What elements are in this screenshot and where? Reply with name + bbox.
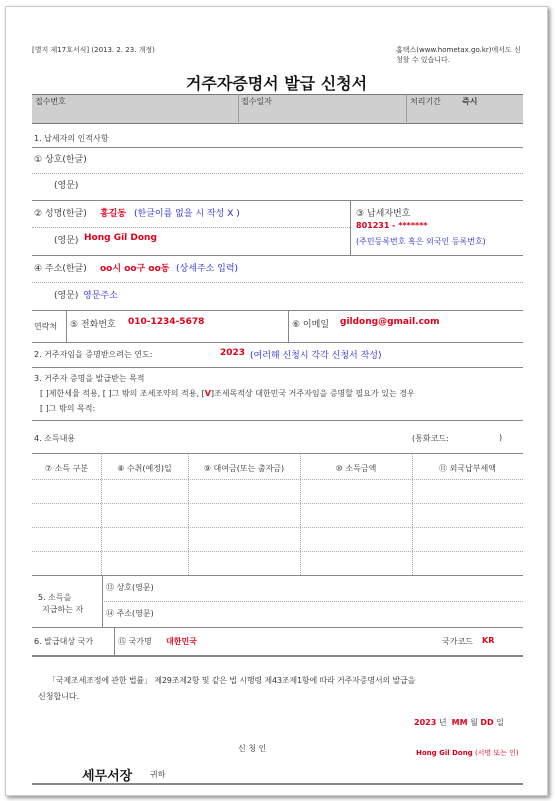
section3-heading: 3. 거주자 증명을 발급받는 목적 [34, 374, 145, 383]
receipt-bar [32, 94, 523, 124]
purpose-line-1[interactable] [40, 388, 415, 399]
currency-code-label: (통화코드: [412, 434, 449, 443]
statement-line-1: 「국제조세조정에 관한 법률」 제29조제2항 및 같은 법 시행령 제43조제1항에 따라 거주자증명서의 발급을 [48, 676, 416, 685]
hometax-note-2: 청할 수 있습니다. [396, 56, 451, 64]
payer-address-label: ⑭ 주소(영문) [106, 609, 154, 618]
name-kr-label: ② 성명(한글) [34, 209, 87, 219]
date-year-unit: 년 [438, 718, 447, 727]
application-date[interactable] [414, 717, 504, 728]
name-kr-value[interactable]: 홍길동 [100, 209, 127, 219]
purpose-line-1a: [ ]제한세율 적용, [ ]그 밖의 조세조약의 적용, [ [40, 389, 205, 398]
trade-name-en-label: (영문) [54, 181, 79, 191]
date-month: MM [451, 718, 468, 727]
country-name-label: ⑮ 국가명 [118, 637, 152, 646]
country-name-value[interactable]: 대한민국 [166, 637, 197, 646]
email-value[interactable]: gildong@gmail.com [340, 317, 440, 327]
form-page [5, 6, 548, 796]
section5-heading-1: 5. 소득을 [38, 593, 72, 602]
tin-label: ③ 납세자번호 [356, 209, 411, 219]
email-label: ⑥ 이메일 [292, 320, 330, 330]
receipt-number-label: 접수번호 [35, 97, 66, 106]
col-loan-amount: ⑨ 대여금(또는 출자금) [203, 464, 285, 473]
currency-code-close: ) [499, 433, 503, 442]
processing-period-value: 즉시 [462, 97, 478, 106]
page-title: 거주자증명서 발급 신청서 [185, 74, 368, 93]
section6-heading: 6. 발급대상 국가 [34, 637, 94, 646]
residency-year-value[interactable]: 2023 [220, 348, 246, 358]
form-number: [별지 제17호서식] (2013. 2. 23. 개정) [32, 46, 155, 54]
tin-note: (주민등록번호 혹은 외국인 등록번호) [356, 237, 486, 246]
address-en-label: (영문) [54, 291, 79, 301]
applicant-label: 신 청 인 [238, 744, 267, 753]
receipt-date-label: 접수일자 [241, 97, 272, 106]
section2-heading: 2. 거주자임을 증명받으려는 연도: [34, 350, 153, 359]
purpose-checkmark[interactable]: V [204, 389, 211, 398]
date-year: 2023 [414, 718, 437, 727]
statement-line-2: 신청합니다. [38, 692, 80, 701]
honorific: 귀하 [150, 770, 166, 779]
col-receipt-date: ⑧ 수취(예정)일 [117, 464, 172, 473]
phone-label: ⑤ 전화번호 [70, 320, 116, 330]
col-income-amount: ⑩ 소득금액 [335, 464, 377, 473]
applicant-name: Hong Gil Dong [416, 749, 473, 757]
section1-heading: 1. 납세자의 인적사항 [34, 134, 109, 143]
date-day: DD [480, 718, 494, 727]
section4-heading: 4. 소득내용 [34, 434, 76, 443]
applicant-signature[interactable] [416, 748, 519, 758]
col-income-type: ⑦ 소득 구분 [44, 464, 89, 473]
tin-value[interactable]: 801231 - ******* [356, 221, 428, 230]
country-code-value[interactable]: KR [482, 636, 495, 645]
contact-label: 연락처 [34, 322, 58, 331]
date-day-unit: 일 [496, 718, 504, 727]
residency-year-note: (여러해 신청시 각각 신청서 작성) [250, 351, 382, 361]
purpose-line-1b: ]조세목적상 대한민국 거주자임을 증명할 필요가 있는 경우 [210, 389, 415, 398]
payer-name-label: ⑬ 상호(영문) [106, 583, 154, 592]
date-month-unit: 월 [470, 718, 478, 727]
hometax-note-1: 홈택스(www.hometax.go.kr)에서도 신 [396, 46, 521, 54]
name-en-value[interactable]: Hong Gil Dong [84, 233, 157, 243]
col-foreign-tax: ⑪ 외국납부세액 [439, 464, 496, 473]
tax-office-title: 세무서장 [82, 769, 133, 784]
name-kr-note: (한글이름 없을 시 작성 X ) [134, 209, 240, 219]
section5-heading-2: 지급하는 자 [42, 605, 84, 614]
purpose-line-2[interactable]: [ ]그 밖의 목적: [40, 404, 96, 413]
trade-name-kr-label: ① 상호(한글) [34, 155, 87, 165]
address-kr-label: ④ 주소(한글) [34, 264, 87, 274]
address-kr-note: (상세주소 입력) [176, 264, 239, 274]
country-code-label: 국가코드 [442, 637, 473, 646]
address-kr-value[interactable]: oo시 oo구 oo동 [100, 264, 170, 274]
processing-period-label: 처리기간 [410, 97, 441, 106]
phone-value[interactable]: 010-1234-5678 [128, 317, 205, 327]
name-en-label: (영문) [54, 236, 79, 246]
address-en-value[interactable]: 영문주소 [83, 291, 118, 301]
sign-note: (서명 또는 인) [474, 749, 519, 757]
